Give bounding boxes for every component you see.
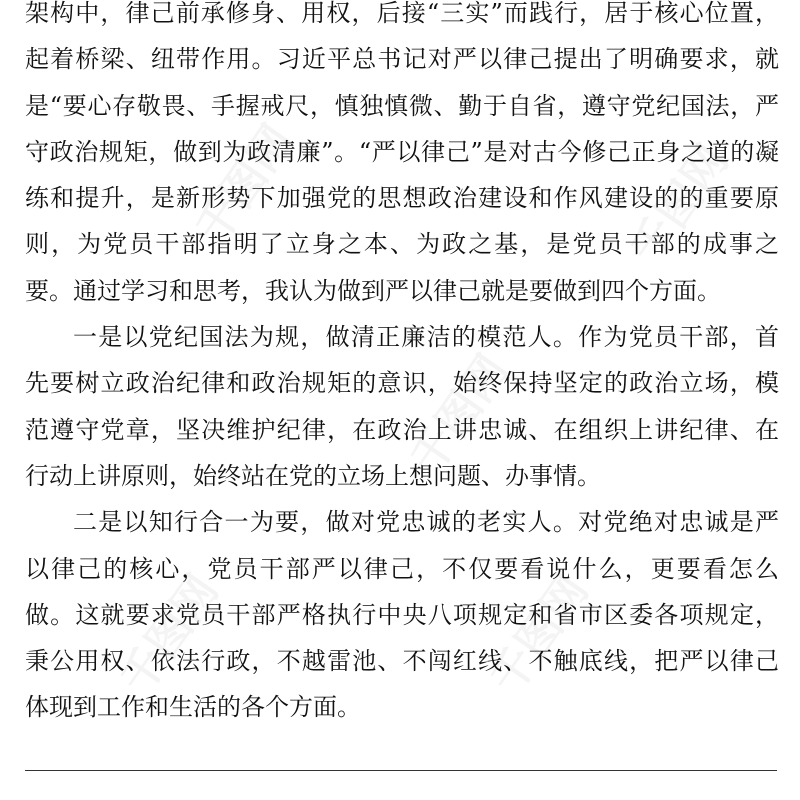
text-line: 是“要心存敬畏、手握戒尺，慎独慎微、勤于自省，遵守党纪国法，严 xyxy=(25,91,779,120)
text-line: 起着桥梁、纽带作用。习近平总书记对严以律己提出了明确要求，就 xyxy=(25,45,779,74)
text-line: 体现到工作和生活的各个方面。 xyxy=(25,693,361,722)
paragraph-first-line: 一是以党纪国法为规，做清正廉洁的模范人。作为党员干部，首 xyxy=(73,323,779,352)
text-line: 练和提升，是新形势下加强党的思想政治建设和作风建设的的重要原 xyxy=(25,184,779,213)
watermark: 千图网 xyxy=(400,345,519,484)
document-body xyxy=(25,0,779,731)
watermark: 千图网 xyxy=(620,135,739,274)
text-line: 行动上讲原则，始终站在党的立场上想问题、办事情。 xyxy=(25,461,601,490)
text-line: 秉公用权、依法行政，不越雷池、不闯红线、不触底线，把严以律己 xyxy=(25,647,779,676)
text-line: 要。通过学习和思考，我认为做到严以律己就是要做到四个方面。 xyxy=(25,276,721,305)
watermark: 千图网 xyxy=(110,565,229,704)
text-line: 范遵守党章，坚决维护纪律，在政治上讲忠诚、在组织上讲纪律、在 xyxy=(25,415,779,444)
text-line: 先要树立政治纪律和政治规矩的意识，始终保持坚定的政治立场，模 xyxy=(25,369,779,398)
text-line: 做。这就要求党员干部严格执行中央八项规定和省市区委各项规定， xyxy=(25,600,779,629)
watermark: 千图网 xyxy=(185,115,304,254)
text-line: 则，为党员干部指明了立身之本、为政之基，是党员干部的成事之 xyxy=(25,230,779,259)
paragraph-first-line: 二是以知行合一为要，做对党忠诚的老实人。对党绝对忠诚是严 xyxy=(73,508,779,537)
text-line: 架构中，律己前承修身、用权，后接“三实”而践行，居于核心位置， xyxy=(25,0,779,27)
text-line: 以律己的核心，党员干部严以律己，不仅要看说什么，更要看怎么 xyxy=(25,554,779,583)
footer-divider xyxy=(25,770,777,771)
text-line: 守政治规矩，做到为政清廉”。“严以律己”是对古今修己正身之道的凝 xyxy=(25,137,779,166)
watermark: 千图网 xyxy=(480,565,599,704)
